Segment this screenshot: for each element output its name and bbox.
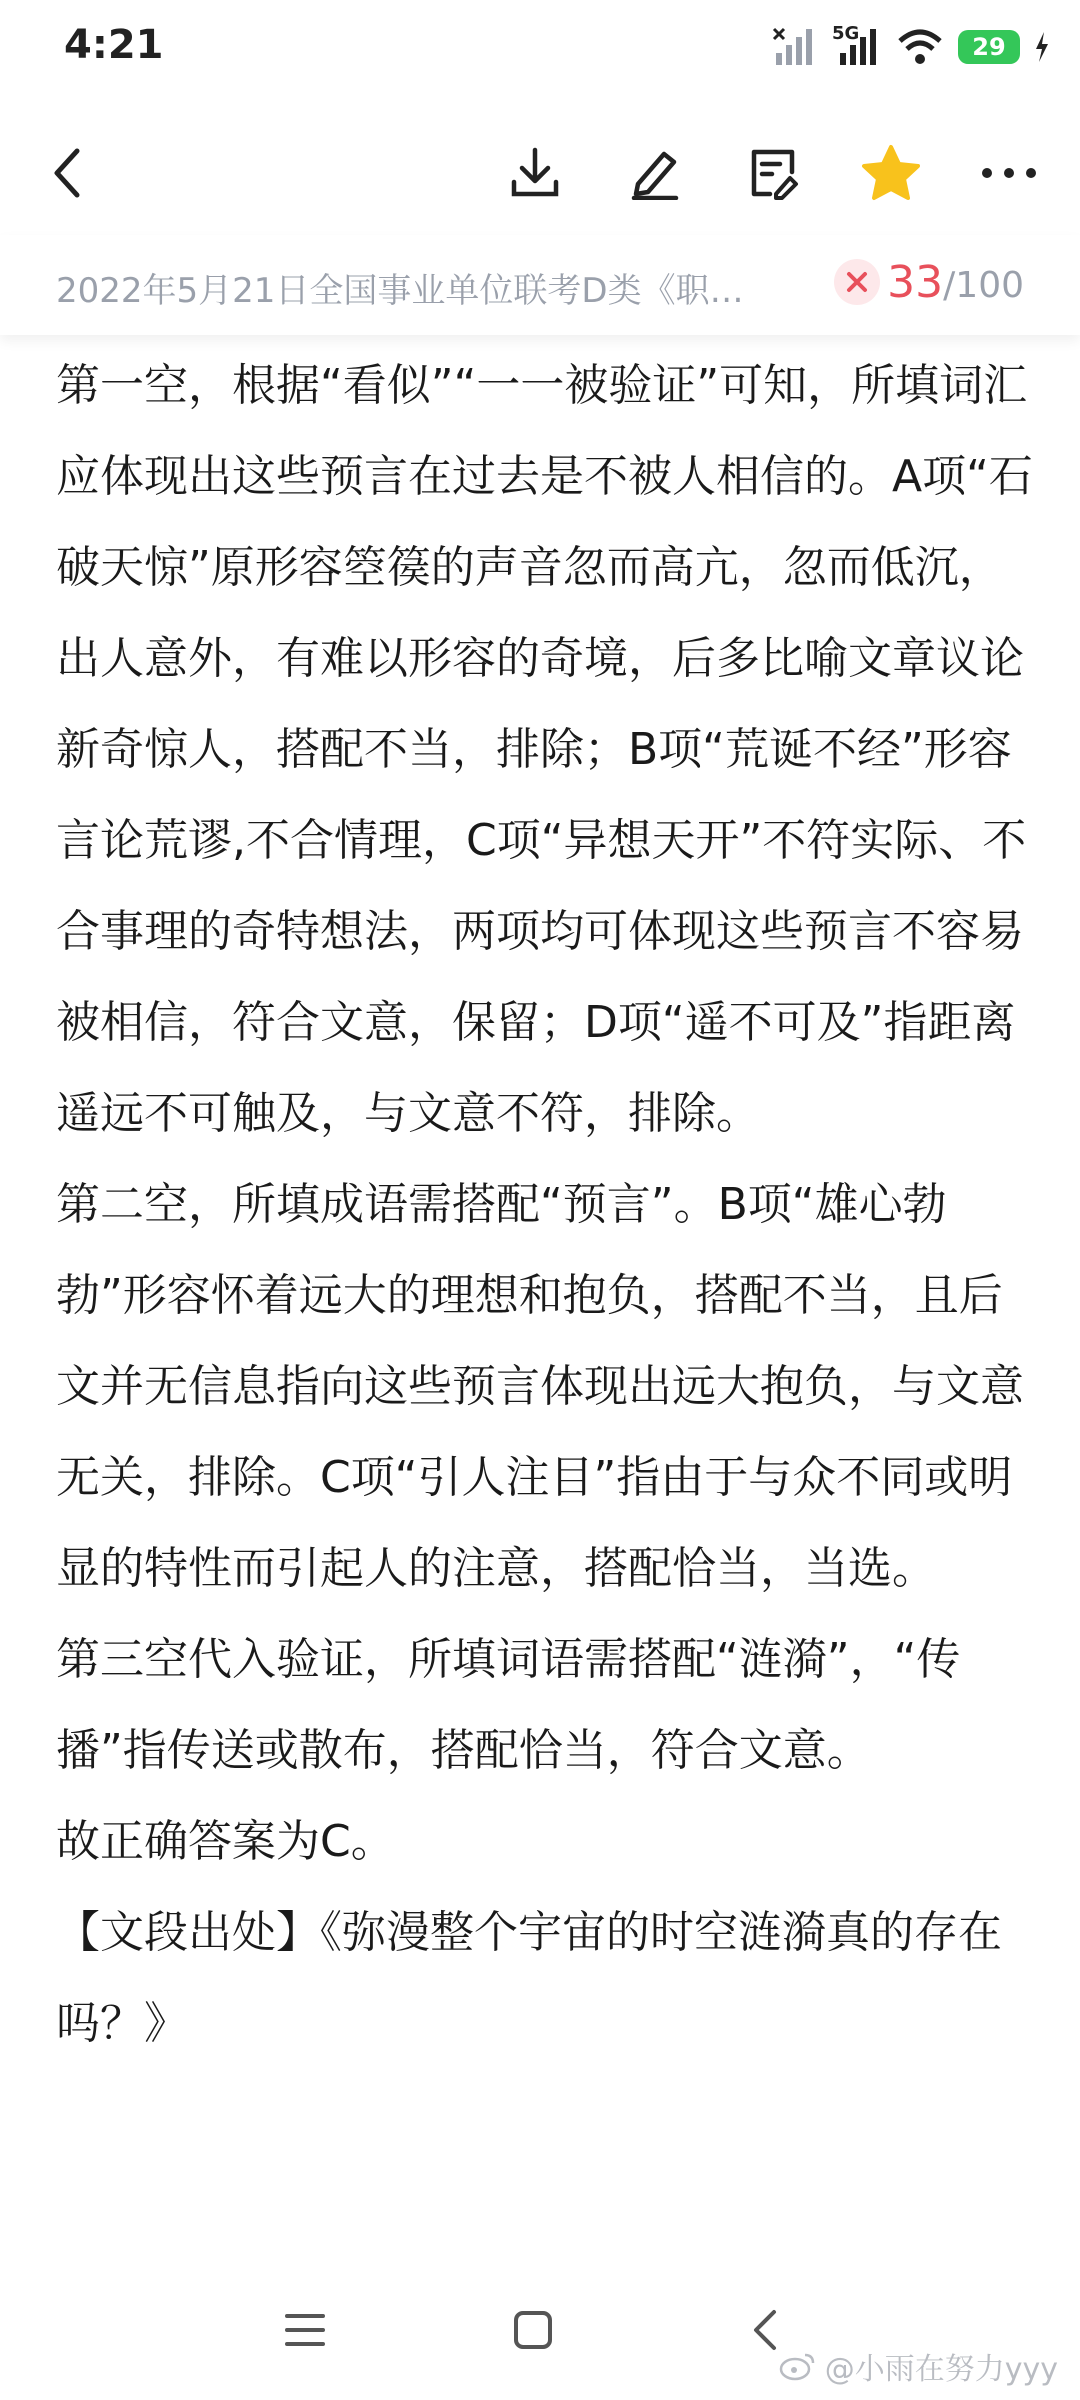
download-button[interactable] [490, 118, 580, 228]
question-counter[interactable] [887, 257, 1024, 308]
more-icon [981, 167, 1037, 179]
exam-title[interactable]: 2022年5月21日全国事业单位联考D类《职… [56, 271, 744, 311]
edit-icon [628, 146, 682, 200]
home-icon [513, 2310, 553, 2350]
menu-button[interactable] [260, 2290, 350, 2370]
paragraph-source: 【文段出处】《弥漫整个宇宙的时空涟漪真的存在吗？》 [56, 1907, 1002, 2049]
note-icon [746, 146, 800, 200]
total-questions: /100 [943, 265, 1024, 306]
signal-5g-icon [832, 23, 882, 67]
weibo-icon [779, 2351, 817, 2381]
menu-icon [285, 2312, 325, 2348]
toolbar [0, 118, 1080, 228]
note-button[interactable] [728, 118, 818, 228]
back-icon [47, 145, 87, 201]
more-button[interactable] [964, 118, 1054, 228]
download-icon [508, 146, 562, 200]
current-question-number: 33 [887, 257, 944, 308]
home-button[interactable] [488, 2290, 578, 2370]
wrong-answer-badge [834, 259, 880, 305]
paragraph-answer: 故正确答案为C。 [56, 1816, 395, 1867]
battery-indicator: 29 [958, 30, 1020, 64]
back-button[interactable] [22, 118, 112, 228]
star-icon [861, 144, 921, 202]
paragraph-blank-2: 第二空，所填成语需搭配“预言”。B项“雄心勃勃”形容怀着远大的理想和抱负，搭配不当，且后文并无信息指向这些预言体现出远大抱负，与文意无关，排除。C项“引人注目”指由于与众不同或明显的特性而引起人的注意，搭配恰当，当选。 [56, 1179, 1024, 1594]
paragraph-blank-3: 第三空代入验证，所填词语需搭配“涟漪”，“传播”指传送或散布，搭配恰当，符合文意。 [56, 1634, 961, 1776]
signal-off-icon [772, 27, 818, 67]
status-time: 4:21 [64, 22, 164, 68]
edit-button[interactable] [610, 118, 700, 228]
question-info-bar [0, 235, 1080, 335]
back-nav-icon [750, 2308, 780, 2352]
network-type: 5G [832, 23, 860, 44]
watermark [779, 2344, 1058, 2388]
explanation-text [56, 340, 1036, 2069]
favorite-button[interactable] [846, 118, 936, 228]
status-bar [0, 0, 1080, 100]
charging-icon [1034, 32, 1050, 62]
paragraph-blank-1: 第一空，根据“看似”“一一被验证”可知，所填词汇应体现出这些预言在过去是不被人相信的。A项“石破天惊”原形容箜篌的声音忽而高亢，忽而低沉，出人意外，有难以形容的奇境，后多比喻文章议论新奇惊人，搭配不当，排除；B项“荒诞不经”形容言论荒谬,不合情理，C项“异想天开”不符实际、不合事理的奇特想法，两项均可体现这些预言不容易被相信，符合文意，保留；D项“遥不可及”指距离遥远不可触及，与文意不符，排除。 [56, 360, 1033, 1139]
wifi-icon [896, 27, 944, 67]
watermark-text: @小雨在努力yyy [824, 2352, 1058, 2387]
status-icons [772, 22, 1050, 72]
close-icon [846, 271, 868, 293]
